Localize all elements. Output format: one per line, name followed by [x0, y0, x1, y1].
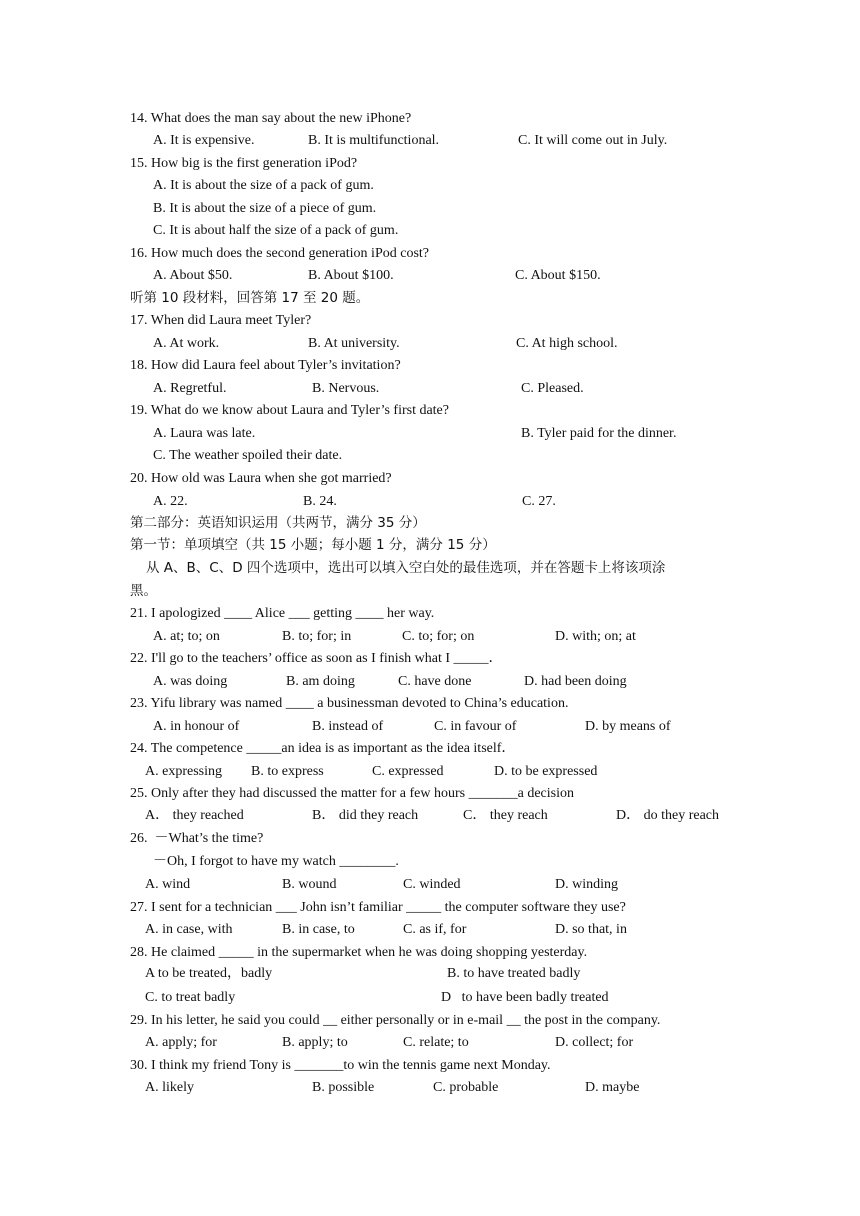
question-19-option-b: B. Tyler paid for the dinner.	[521, 426, 677, 441]
question-18-option-b: B. Nervous.	[312, 381, 380, 396]
question-29-option-a: A. apply; for	[145, 1035, 217, 1050]
question-26-option-c: C. winded	[403, 877, 461, 892]
question-14-stem: 14. What does the man say about the new iPhone?	[130, 111, 412, 126]
question-17-stem: 17. When did Laura meet Tyler?	[130, 313, 312, 328]
question-17-option-b: B. At university.	[308, 336, 400, 351]
question-23-option-b: B. instead of	[312, 719, 384, 734]
question-19-option-c: C. The weather spoiled their date.	[153, 448, 343, 463]
question-18-stem: 18. How did Laura feel about Tyler’s invitation?	[130, 358, 401, 373]
question-27-stem: 27. I sent for a technician ___ John isn’t familiar _____ the computer software they use?	[130, 900, 626, 915]
question-14-option-c: C. It will come out in July.	[518, 133, 668, 148]
question-28-option-a: A to be treated，badly	[145, 966, 273, 981]
question-28-option-d: D to have been badly treated	[441, 990, 609, 1005]
question-15-stem: 15. How big is the first generation iPod?	[130, 156, 358, 171]
section-1-heading: 第一节：单项填空（共 15 小题；每小题 1 分，满分 15 分）	[130, 537, 496, 553]
question-20-stem: 20. How old was Laura when she got married?	[130, 471, 392, 486]
question-17-option-a: A. At work.	[153, 336, 220, 351]
question-22-option-d: D. had been doing	[524, 674, 627, 689]
question-23-option-a: A. in honour of	[153, 719, 240, 734]
question-16-stem: 16. How much does the second generation iPod cost?	[130, 246, 429, 261]
question-18-option-c: C. Pleased.	[521, 381, 584, 396]
question-29-stem: 29. In his letter, he said you could __ either personally or in e-mail __ the post in the company.	[130, 1013, 661, 1028]
question-26-option-a: A. wind	[145, 877, 191, 892]
question-24-option-c: C. expressed	[372, 764, 444, 779]
question-29-option-b: B. apply; to	[282, 1035, 348, 1050]
question-26-option-d: D. winding	[555, 877, 618, 892]
question-26-stem: 26. －What’s the time?	[130, 831, 264, 846]
question-21-option-a: A. at; to; on	[153, 629, 220, 644]
question-24-option-b: B. to express	[251, 764, 324, 779]
question-14-option-b: B. It is multifunctional.	[308, 133, 440, 148]
instruction-line-2: 黑。	[130, 583, 157, 599]
question-18-option-a: A. Regretful.	[153, 381, 227, 396]
question-27-option-a: A. in case, with	[145, 922, 233, 937]
question-25-stem: 25. Only after they had discussed the matter for a few hours _______a decision	[130, 786, 574, 801]
question-19-stem: 19. What do we know about Laura and Tyler’s first date?	[130, 403, 449, 418]
question-26-stem-line-2: －Oh, I forgot to have my watch ________.	[153, 854, 399, 869]
question-28-stem: 28. He claimed _____ in the supermarket when he was doing shopping yesterday.	[130, 945, 588, 960]
question-30-option-d: D. maybe	[585, 1080, 640, 1095]
part-2-heading: 第二部分：英语知识运用（共两节，满分 35 分）	[130, 515, 426, 531]
question-22-stem: 22. I'll go to the teachers’ office as soon as I finish what I _____．	[130, 651, 503, 666]
question-16-option-b: B. About $100.	[308, 268, 394, 283]
question-15-option-c: C. It is about half the size of a pack of gum.	[153, 223, 399, 238]
section-10-instruction: 听第 10 段材料，回答第 17 至 20 题。	[130, 290, 370, 306]
question-25-option-d: D． do they reach	[616, 808, 720, 823]
question-27-option-b: B. in case, to	[282, 922, 355, 937]
question-20-option-c: C. 27.	[522, 494, 556, 509]
question-14-option-a: A. It is expensive.	[153, 133, 255, 148]
question-23-option-c: C. in favour of	[434, 719, 517, 734]
question-21-option-c: C. to; for; on	[402, 629, 475, 644]
question-27-option-c: C. as if, for	[403, 922, 467, 937]
question-29-option-c: C. relate; to	[403, 1035, 469, 1050]
question-16-option-a: A. About $50.	[153, 268, 233, 283]
question-17-option-c: C. At high school.	[516, 336, 618, 351]
question-25-option-c: C． they reach	[463, 808, 548, 823]
question-22-option-a: A. was doing	[153, 674, 228, 689]
question-22-option-c: C. have done	[398, 674, 472, 689]
question-15-option-a: A. It is about the size of a pack of gum.	[153, 178, 374, 193]
question-27-option-d: D. so that, in	[555, 922, 627, 937]
question-26-option-b: B. wound	[282, 877, 337, 892]
question-28-option-b: B. to have treated badly	[447, 966, 581, 981]
question-16-option-c: C. About $150.	[515, 268, 601, 283]
question-21-stem: 21. I apologized ____ Alice ___ getting ____ her way.	[130, 606, 435, 621]
question-30-option-c: C. probable	[433, 1080, 499, 1095]
question-25-option-a: A． they reached	[145, 808, 244, 823]
question-24-option-a: A. expressing	[145, 764, 222, 779]
question-30-option-b: B. possible	[312, 1080, 375, 1095]
question-23-stem: 23. Yifu library was named ____ a businessman devoted to China’s education.	[130, 696, 569, 711]
question-20-option-b: B. 24.	[303, 494, 337, 509]
instruction-line-1: 从 A、B、C、D 四个选项中，选出可以填入空白处的最佳选项，并在答题卡上将该项涂	[146, 560, 666, 576]
question-28-option-c: C. to treat badly	[145, 990, 236, 1005]
question-23-option-d: D. by means of	[585, 719, 671, 734]
question-21-option-d: D. with; on; at	[555, 629, 636, 644]
question-21-option-b: B. to; for; in	[282, 629, 352, 644]
question-24-stem: 24. The competence _____an idea is as important as the idea itself．	[130, 741, 516, 756]
question-24-option-d: D. to be expressed	[494, 764, 598, 779]
question-20-option-a: A. 22.	[153, 494, 188, 509]
question-15-option-b: B. It is about the size of a piece of gum.	[153, 201, 377, 216]
question-19-option-a: A. Laura was late.	[153, 426, 256, 441]
question-22-option-b: B. am doing	[286, 674, 355, 689]
question-29-option-d: D. collect; for	[555, 1035, 634, 1050]
question-30-option-a: A. likely	[145, 1080, 194, 1095]
question-30-stem: 30. I think my friend Tony is _______to win the tennis game next Monday.	[130, 1058, 551, 1073]
question-25-option-b: B． did they reach	[312, 808, 419, 823]
